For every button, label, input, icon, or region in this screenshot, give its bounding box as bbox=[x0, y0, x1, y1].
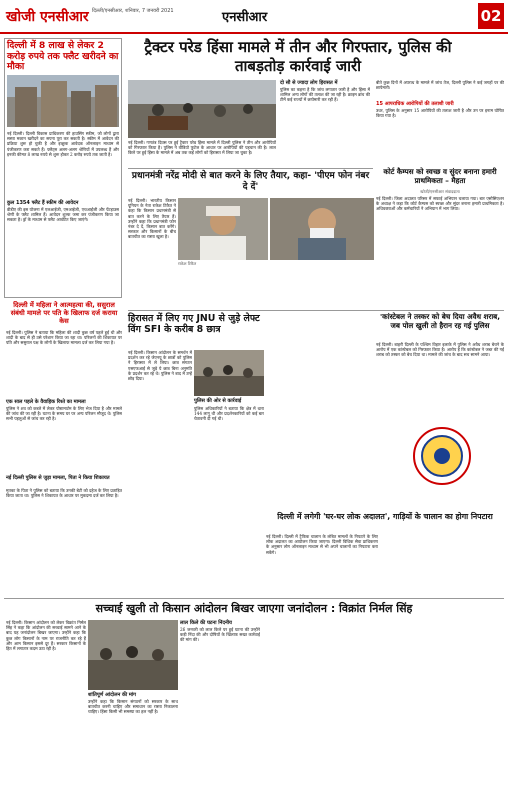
left-mid-subhead-2: नई दिल्ली पुलिस से जुड़ा मामला, पिता ने किया शिकायत bbox=[6, 475, 110, 481]
bottom-body-3: 26 जनवरी को लाल किले पर हुई घटना की उन्होंने कड़ी निंदा की और दोषियों के खिलाफ सख्त कार्रवाई की मांग की। bbox=[180, 627, 260, 643]
newspaper-brand: खोजी एनसीआर bbox=[6, 9, 89, 25]
bottom-headline: सच्चाई खुली तो किसान आंदोलन बिखर जाएगा जनांदोलन : विक्रांत निर्मल सिंह bbox=[95, 602, 413, 615]
bottom-body-2: उन्होंने कहा कि किसान संगठनों को सरकार के साथ बातचीत करनी चाहिए और समाधान का रास्ता निकालना चाहिए। हिंसा किसी भी समस्या का हल नहीं है। bbox=[88, 699, 178, 715]
building-photo bbox=[7, 75, 119, 127]
left-mid-subhead: एक साल पहले के वैवाहिक रिश्ते का मामला bbox=[6, 399, 86, 405]
main-sidebar-heading: दो सौ से ज्यादा लोग हिरासत में bbox=[280, 80, 338, 86]
court-clean-byline: खोजी/एनसीआर संवाददाता bbox=[420, 189, 460, 194]
pm-body: नई दिल्ली। भारतीय किसान यूनियन के नेता राकेश टिकैत ने कहा कि किसान प्रधानमंत्री से बात करने के लिए तैयार हैं। उन्होंने कहा कि प्रधानमंत्री फोन नंबर दे दें, किसान बात करेंगे। सरकार और किसानों के बीच बातचीत का रास्ता खुला है। bbox=[128, 198, 176, 240]
jnu-subhead: पुलिस की ओर से कार्रवाई bbox=[194, 398, 242, 404]
pm-modi-photo bbox=[270, 198, 374, 260]
pm-body-2 bbox=[178, 268, 374, 308]
left-top-subhead: कुल 1354 फ्लैट हैं स्कीम की आवेदन bbox=[7, 200, 79, 206]
photo-caption: राकेश टिकैत bbox=[178, 261, 197, 266]
left-top-body: नई दिल्ली। दिल्ली विकास प्राधिकरण की हाउसिंग स्कीम, जो लोगों द्वारा सस्ता मकान खरीदने का सपना पूरा कर सकती है। स्कीम में आवेदन की प्रक्रिया शुरू हो चुकी है और इच्छुक आवेदक ऑनलाइन माध्यम से पंजीकरण करा सकते हैं। फ्लैट्स अलग-अलग श्रेणियों में उपलब्ध हैं और इनकी कीमत 8 लाख रुपये से शुरू होकर 2 करोड़ रुपये तक जाती है। bbox=[7, 131, 119, 157]
bottom-body-4 bbox=[262, 620, 502, 796]
left-top-body-2: डीडीए की इस योजना में एलआईजी, एमआईजी, एचआईजी और पेंटहाउस श्रेणी के फ्लैट शामिल हैं। आवेदन शुल्क जमा कर पंजीकरण किया जा सकता है। ड्रॉ के माध्यम से फ्लैट आवंटित किए जाएंगे। bbox=[7, 207, 119, 223]
section-name: एनसीआर bbox=[222, 10, 268, 25]
jnu-body: नई दिल्ली। किसान आंदोलन के समर्थन में प्रदर्शन कर रहे जेएनयू के छात्रों को पुलिस ने हिरासत में ले लिया। छात्र संगठन एसएफआई से जुड़े ये छात्र बिना अनुमति के प्रदर्शन कर रहे थे। पुलिस ने बाद में उन्हें छोड़ दिया। bbox=[128, 350, 192, 382]
left-top-headline: दिल्ली में 8 लाख से लेकर 2 करोड़ रुपये तक फ्लैट खरीदने का मौका bbox=[7, 40, 119, 72]
constable-body: नई दिल्ली। बाहरी दिल्ली के पश्चिम विहार इलाके में पुलिस ने अवैध शराब बेचने के आरोप में एक कांस्टेबल को गिरफ्तार किया है। आरोप है कि कांस्टेबल ने जब्त की गई शराब को तस्कर को बेच दिया था। मामले की जांच के बाद सच सामने आया। bbox=[376, 342, 504, 358]
right-top-intro: बीते कुछ दिनों में अपराध के मामले में जांच तेज, दिल्ली पुलिस ने कई जगहों पर की छापेमारी। bbox=[376, 80, 504, 91]
left-mid-body-3: मृतका के पिता ने पुलिस को बताया कि उनकी बेटी को दहेज के लिए प्रताड़ित किया जाता था। पुलिस ने शिकायत के आधार पर मुकदमा दर्ज कर लिया है। bbox=[6, 488, 122, 499]
court-clean-headline: कोर्ट कैम्पस को स्वच्छ व सुंदर बनाना हमारी प्राथमिकता – मैहता bbox=[383, 167, 497, 185]
left-mid-headline: दिल्ली में महिला ने आत्महत्या की, ससुराल संबंधी मामले पर पति के खिलाफ दर्ज कराया केस bbox=[10, 301, 118, 325]
main-body: नई दिल्ली। गणतंत्र दिवस पर हुई ट्रैक्टर परेड हिंसा मामले में दिल्ली पुलिस ने तीन और आरोपियों को गिरफ्तार किया है। पुलिस ने वीडियो फुटेज के आधार पर आरोपियों की पहचान की है। लाल किले पर हुई हिंसा के मामले में अब तक कई लोगों को हिरासत में लिया जा चुका है। bbox=[128, 140, 276, 156]
page-number: 02 bbox=[478, 3, 504, 29]
tractor-parade-photo bbox=[128, 80, 276, 138]
rakesh-tikait-photo bbox=[178, 198, 268, 260]
jnu-headline: हिरासत में लिए गए JNU से जुड़े लेफ्ट विंग SFI के करीब 8 छात्र bbox=[128, 313, 260, 336]
bottom-subhead: शांतिपूर्ण आंदोलन की मांग bbox=[88, 692, 136, 698]
lok-adalat-body-2 bbox=[380, 534, 504, 594]
delhi-police-logo bbox=[392, 418, 492, 496]
main-sidebar-body: पुलिस का कहना है कि जांच लगातार जारी है और हिंसा में शामिल अन्य लोगों की तलाश की जा रही है। क्राइम ब्रांच की टीमें कई राज्यों में छापेमारी कर रही हैं। bbox=[280, 87, 370, 103]
jnu-body-3 bbox=[266, 313, 374, 510]
right-top-subhead: 15 आपराधिक आरोपियों की तलाशी जारी bbox=[376, 101, 454, 107]
pm-headline: प्रधानमंत्री नरेंद्र मोदी से बात करने के लिए तैयार, कहा- 'पीएम फोन नंबर दे दें' bbox=[131, 171, 370, 192]
left-mid-body: नई दिल्ली। पुलिस ने बताया कि महिला की शादी कुछ वर्ष पहले हुई थी और शादी के बाद से ही उसे परेशान किया जा रहा था। परिजनों की शिकायत पर पति और ससुराल पक्ष के लोगों के खिलाफ मामला दर्ज कर लिया गया है। bbox=[6, 330, 122, 346]
bottom-body: नई दिल्ली। किसान आंदोलन को लेकर विक्रांत निर्मल सिंह ने कहा कि आंदोलन की सच्चाई सामने आने के बाद यह जनांदोलन बिखर जाएगा। उन्होंने कहा कि कुछ लोग किसानों के नाम पर राजनीति कर रहे हैं और आम किसान इससे दूर हैं। सरकार किसानों के हित में लगातार कदम उठा रही है। bbox=[6, 620, 86, 652]
masthead-dateline: दिल्ली/एनसीआर, शनिवार, 7 जनवरी 2021 bbox=[92, 8, 174, 14]
divider bbox=[4, 598, 504, 599]
protest-photo bbox=[194, 350, 264, 396]
rally-photo bbox=[88, 620, 178, 690]
lok-adalat-body: नई दिल्ली। दिल्ली में ट्रैफिक चालान के लंबित मामलों के निपटारे के लिए लोक अदालत का आयोजन किया जाएगा। दिल्ली विधिक सेवा प्राधिकरण के अनुसार लोग ऑनलाइन माध्यम से भी अपने चालानों का निपटारा करा सकेंगे। bbox=[266, 534, 378, 555]
lok-adalat-headline: दिल्ली में लगेगी 'घर-घर लोक अदालत', गाड़ियों के चालान का होगा निपटारा bbox=[277, 512, 493, 521]
main-headline: ट्रैक्टर परेड हिंसा मामले में तीन और गिरफ्तार, पुलिस की ताबड़तोड़ कार्रवाई जारी bbox=[144, 38, 452, 75]
right-top-body: उधर, पुलिस के अनुसार 15 आरोपियों की तलाश जारी है और उन पर इनाम घोषित किया गया है। bbox=[376, 108, 504, 119]
divider bbox=[128, 168, 373, 169]
court-clean-body: नई दिल्ली। जिला अदालत परिसर में सफाई अभियान चलाया गया। बार एसोसिएशन के अध्यक्ष ने कहा कि कोर्ट कैम्पस को स्वच्छ और सुंदर बनाना हमारी प्राथमिकता है। अधिवक्ताओं और कर्मचारियों ने अभियान में भाग लिया। bbox=[376, 196, 504, 212]
jnu-body-2: पुलिस अधिकारियों ने बताया कि क्षेत्र में धारा 144 लागू थी और प्रदर्शनकारियों को कई बार चेतावनी दी गई थी। bbox=[194, 406, 264, 422]
left-mid-body-2: पुलिस ने शव को कब्जे में लेकर पोस्टमार्टम के लिए भेज दिया है और मामले की जांच की जा रही है। घटना के समय घर पर अन्य परिजन मौजूद थे। पुलिस सभी पहलुओं से जांच कर रही है। bbox=[6, 406, 122, 422]
constable-headline: 'कांस्टेबल ने तस्कर को बेच दिया अवैध शराब, जब पोल खुली तो हैरान रह गई पुलिस bbox=[379, 312, 501, 330]
divider bbox=[128, 310, 504, 311]
bottom-subhead-2: लाल किले की घटना निंदनीय bbox=[180, 620, 232, 626]
